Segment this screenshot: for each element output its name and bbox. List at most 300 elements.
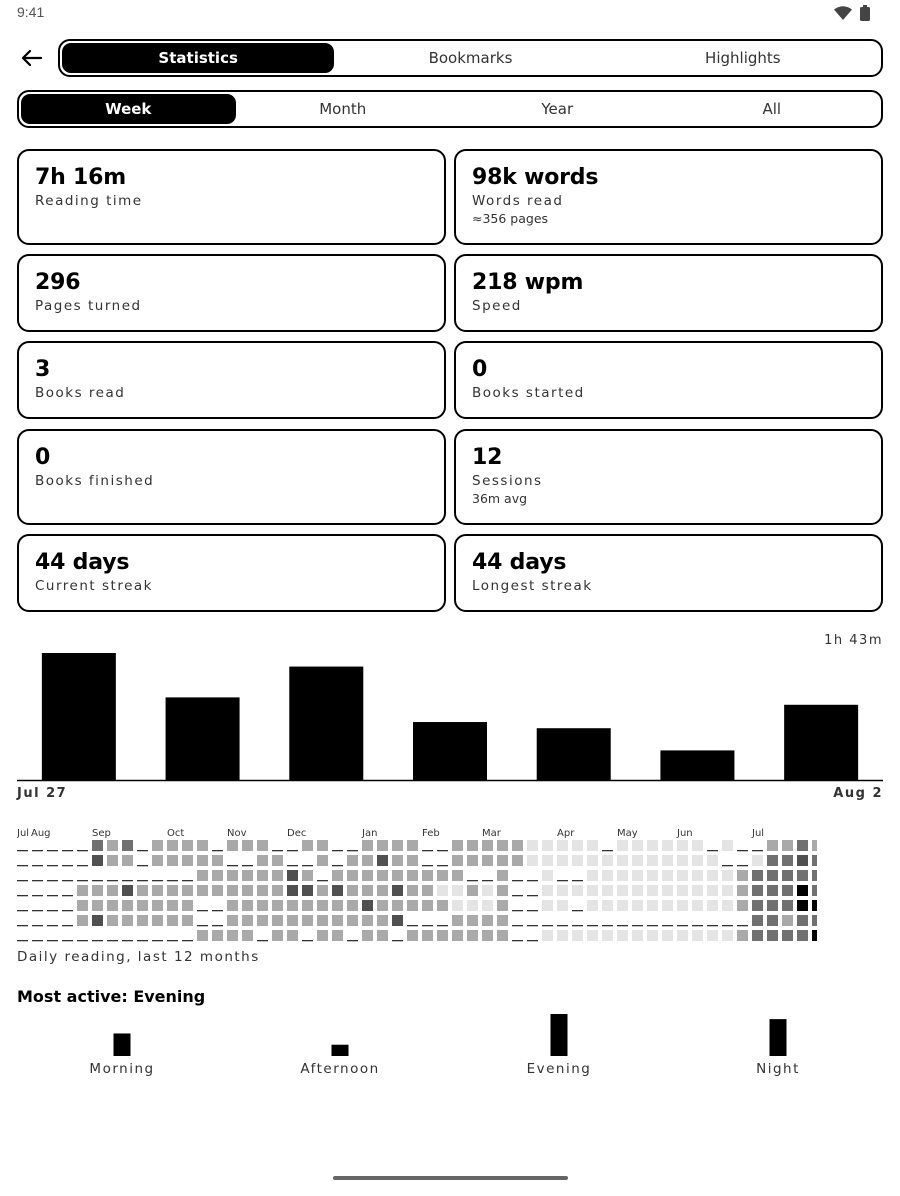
heatmap-empty-cell: [77, 940, 88, 941]
heatmap-cell: [167, 900, 178, 911]
heatmap-cell: [617, 840, 628, 851]
heatmap-empty-cell: [212, 910, 223, 911]
heatmap-empty-cell: [557, 925, 568, 926]
heatmap-empty-cell: [32, 865, 43, 866]
heatmap-cell: [167, 885, 178, 896]
heatmap-cell: [407, 930, 418, 941]
stat-sublabel: ≈356 pages: [472, 211, 549, 226]
heatmap-empty-cell: [302, 940, 313, 941]
tab-statistics[interactable]: Statistics: [62, 43, 334, 73]
heatmap-cell: [377, 840, 388, 851]
heatmap-cell: [782, 840, 793, 851]
battery-icon: [860, 5, 870, 21]
heatmap-cell: [692, 900, 703, 911]
heatmap-cell: [197, 885, 208, 896]
heatmap-cell: [377, 855, 388, 866]
heatmap-cell: [467, 930, 478, 941]
heatmap-cell: [287, 900, 298, 911]
heatmap-cell: [182, 915, 193, 926]
heatmap-cell: [677, 840, 688, 851]
heatmap-cell: [197, 930, 208, 941]
heatmap-empty-cell: [182, 940, 193, 941]
heatmap-cell: [797, 870, 808, 881]
stat-card-books-finished: [17, 429, 446, 525]
heatmap-cell: [797, 885, 808, 896]
chart-bar: [784, 705, 858, 780]
heatmap-cell: [182, 840, 193, 851]
stat-value: 44 days: [472, 550, 567, 575]
stat-label: Books finished: [35, 473, 155, 489]
stat-card-words-read: [454, 149, 883, 245]
heatmap-month-label: Dec: [287, 828, 307, 839]
heatmap-cell: [272, 900, 283, 911]
heatmap-cell: [677, 855, 688, 866]
heatmap-cell: [692, 840, 703, 851]
heatmap-cell: [572, 885, 583, 896]
heatmap-cell: [617, 870, 628, 881]
heatmap-cell: [812, 885, 817, 896]
heatmap-cell: [152, 840, 163, 851]
heatmap-cell: [77, 900, 88, 911]
heatmap-cell: [347, 915, 358, 926]
heatmap-cell: [587, 930, 598, 941]
period-month[interactable]: Month: [319, 100, 367, 118]
stat-card-current-streak: [17, 534, 446, 612]
heatmap-empty-cell: [602, 925, 613, 926]
heatmap-empty-cell: [422, 925, 433, 926]
heatmap-cell: [377, 870, 388, 881]
heatmap-cell: [617, 885, 628, 896]
heatmap-cell: [557, 930, 568, 941]
heatmap-empty-cell: [527, 910, 538, 911]
heatmap-cell: [767, 870, 778, 881]
heatmap-empty-cell: [422, 865, 433, 866]
heatmap-cell: [557, 885, 568, 896]
heatmap-cell: [647, 900, 658, 911]
chart-start-label: Jul 27: [17, 786, 68, 801]
heatmap-cell: [812, 900, 817, 911]
heatmap-cell: [647, 840, 658, 851]
heatmap-empty-cell: [722, 925, 733, 926]
heatmap-empty-cell: [332, 865, 343, 866]
heatmap-cell: [587, 855, 598, 866]
heatmap-cell: [722, 885, 733, 896]
heatmap-empty-cell: [617, 925, 628, 926]
heatmap-cell: [617, 855, 628, 866]
yearly-heatmap: [17, 826, 817, 946]
heatmap-cell: [542, 870, 553, 881]
heatmap-cell: [92, 885, 103, 896]
heatmap-cell: [767, 840, 778, 851]
heatmap-empty-cell: [512, 910, 523, 911]
heatmap-cell: [257, 915, 268, 926]
heatmap-cell: [512, 855, 523, 866]
heatmap-cell: [242, 870, 253, 881]
heatmap-cell: [272, 885, 283, 896]
heatmap-cell: [362, 930, 373, 941]
tab-bookmarks[interactable]: Bookmarks: [428, 49, 513, 67]
heatmap-cell: [722, 870, 733, 881]
heatmap-empty-cell: [17, 865, 28, 866]
heatmap-cell: [362, 915, 373, 926]
heatmap-caption: Daily reading, last 12 months: [17, 949, 260, 965]
heatmap-cell: [602, 900, 613, 911]
heatmap-cell: [242, 915, 253, 926]
heatmap-cell: [602, 930, 613, 941]
stat-label: Words read: [472, 193, 564, 209]
heatmap-cell: [167, 855, 178, 866]
heatmap-cell: [797, 930, 808, 941]
heatmap-empty-cell: [152, 940, 163, 941]
chart-end-label: Aug 2: [833, 786, 883, 801]
heatmap-empty-cell: [737, 850, 748, 851]
heatmap-cell: [122, 855, 133, 866]
heatmap-cell: [212, 930, 223, 941]
heatmap-cell: [377, 885, 388, 896]
heatmap-cell: [197, 870, 208, 881]
heatmap-cell: [542, 930, 553, 941]
stat-card-books-started: [454, 341, 883, 419]
heatmap-empty-cell: [737, 925, 748, 926]
heatmap-empty-cell: [692, 925, 703, 926]
heatmap-month-label: Nov: [227, 828, 247, 839]
heatmap-cell: [152, 885, 163, 896]
stat-value: 3: [35, 357, 51, 382]
heatmap-month-label: Jul: [17, 828, 30, 839]
heatmap-cell: [377, 930, 388, 941]
time-of-day-label: Night: [756, 1061, 800, 1077]
heatmap-cell: [482, 900, 493, 911]
heatmap-cell: [452, 915, 463, 926]
heatmap-empty-cell: [137, 865, 148, 866]
heatmap-cell: [167, 915, 178, 926]
heatmap-cell: [782, 900, 793, 911]
heatmap-cell: [347, 870, 358, 881]
heatmap-cell: [497, 915, 508, 926]
heatmap-empty-cell: [662, 925, 673, 926]
heatmap-empty-cell: [152, 880, 163, 881]
heatmap-cell: [422, 900, 433, 911]
heatmap-cell: [272, 915, 283, 926]
heatmap-empty-cell: [227, 865, 238, 866]
heatmap-cell: [332, 885, 343, 896]
heatmap-cell: [272, 870, 283, 881]
heatmap-cell: [317, 900, 328, 911]
heatmap-cell: [767, 930, 778, 941]
heatmap-empty-cell: [482, 880, 493, 881]
heatmap-cell: [362, 870, 373, 881]
heatmap-cell: [392, 885, 403, 896]
heatmap-cell: [632, 840, 643, 851]
heatmap-empty-cell: [527, 880, 538, 881]
status-time: 9:41: [17, 4, 45, 20]
chart-bar: [289, 667, 363, 780]
heatmap-empty-cell: [47, 910, 58, 911]
heatmap-empty-cell: [167, 940, 178, 941]
heatmap-cell: [347, 885, 358, 896]
heatmap-cell: [497, 885, 508, 896]
heatmap-cell: [107, 915, 118, 926]
heatmap-cell: [227, 900, 238, 911]
heatmap-empty-cell: [632, 925, 643, 926]
heatmap-cell: [242, 930, 253, 941]
heatmap-cell: [812, 855, 817, 866]
heatmap-cell: [587, 840, 598, 851]
heatmap-cell: [302, 840, 313, 851]
heatmap-empty-cell: [62, 865, 73, 866]
heatmap-empty-cell: [512, 925, 523, 926]
heatmap-cell: [662, 930, 673, 941]
heatmap-cell: [122, 900, 133, 911]
heatmap-cell: [437, 870, 448, 881]
heatmap-empty-cell: [17, 895, 28, 896]
heatmap-empty-cell: [107, 880, 118, 881]
heatmap-cell: [332, 900, 343, 911]
heatmap-month-label: Oct: [167, 828, 185, 839]
heatmap-cell: [302, 885, 313, 896]
heatmap-cell: [227, 930, 238, 941]
heatmap-cell: [152, 855, 163, 866]
heatmap-cell: [692, 885, 703, 896]
heatmap-cell: [182, 855, 193, 866]
heatmap-cell: [347, 855, 358, 866]
heatmap-cell: [617, 930, 628, 941]
chart-bar: [42, 653, 116, 780]
heatmap-cell: [317, 885, 328, 896]
heatmap-cell: [407, 900, 418, 911]
stat-value: 44 days: [35, 550, 130, 575]
period-year[interactable]: Year: [541, 100, 574, 118]
stat-label: Current streak: [35, 578, 153, 594]
heatmap-cell: [422, 885, 433, 896]
heatmap-empty-cell: [572, 910, 583, 911]
heatmap-cell: [572, 930, 583, 941]
heatmap-empty-cell: [62, 910, 73, 911]
tab-highlights[interactable]: Highlights: [705, 49, 781, 67]
heatmap-empty-cell: [257, 940, 268, 941]
heatmap-cell: [782, 915, 793, 926]
heatmap-cell: [752, 915, 763, 926]
heatmap-cell: [767, 915, 778, 926]
heatmap-cell: [527, 840, 538, 851]
heatmap-cell: [497, 840, 508, 851]
heatmap-cell: [257, 885, 268, 896]
heatmap-cell: [182, 885, 193, 896]
heatmap-cell: [362, 855, 373, 866]
heatmap-cell: [107, 855, 118, 866]
heatmap-cell: [482, 855, 493, 866]
heatmap-cell: [662, 900, 673, 911]
heatmap-cell: [227, 870, 238, 881]
heatmap-cell: [662, 885, 673, 896]
heatmap-cell: [812, 840, 817, 851]
heatmap-cell: [77, 915, 88, 926]
heatmap-empty-cell: [62, 880, 73, 881]
wifi-icon: [834, 6, 852, 20]
heatmap-empty-cell: [17, 910, 28, 911]
heatmap-cell: [242, 840, 253, 851]
heatmap-empty-cell: [47, 865, 58, 866]
heatmap-empty-cell: [32, 850, 43, 851]
chart-max-label: 1h 43m: [824, 633, 883, 648]
heatmap-cell: [782, 855, 793, 866]
heatmap-cell: [662, 855, 673, 866]
time-of-day-bar: [551, 1014, 568, 1056]
heatmap-cell: [692, 855, 703, 866]
stat-label: Longest streak: [472, 578, 593, 594]
heatmap-empty-cell: [347, 850, 358, 851]
heatmap-empty-cell: [527, 940, 538, 941]
heatmap-cell: [227, 840, 238, 851]
heatmap-cell: [137, 915, 148, 926]
heatmap-cell: [407, 855, 418, 866]
heatmap-cell: [242, 885, 253, 896]
heatmap-cell: [212, 870, 223, 881]
heatmap-cell: [512, 840, 523, 851]
heatmap-empty-cell: [62, 895, 73, 896]
heatmap-cell: [632, 855, 643, 866]
heatmap-empty-cell: [62, 925, 73, 926]
period-selector: [17, 90, 883, 128]
heatmap-cell: [437, 885, 448, 896]
heatmap-cell: [782, 885, 793, 896]
heatmap-empty-cell: [17, 880, 28, 881]
period-week[interactable]: Week: [21, 94, 236, 124]
heatmap-empty-cell: [92, 880, 103, 881]
heatmap-cell: [302, 900, 313, 911]
heatmap-cell: [287, 870, 298, 881]
stat-value: 218 wpm: [472, 270, 584, 295]
heatmap-cell: [722, 840, 733, 851]
heatmap-empty-cell: [512, 940, 523, 941]
stat-value: 0: [35, 445, 51, 470]
heatmap-cell: [497, 900, 508, 911]
heatmap-cell: [542, 840, 553, 851]
heatmap-cell: [452, 930, 463, 941]
heatmap-cell: [137, 900, 148, 911]
heatmap-cell: [497, 855, 508, 866]
heatmap-cell: [92, 915, 103, 926]
heatmap-cell: [707, 870, 718, 881]
heatmap-empty-cell: [62, 850, 73, 851]
heatmap-cell: [92, 855, 103, 866]
heatmap-empty-cell: [47, 850, 58, 851]
heatmap-empty-cell: [437, 925, 448, 926]
heatmap-month-label: Sep: [92, 828, 111, 839]
heatmap-empty-cell: [572, 925, 583, 926]
heatmap-cell: [542, 900, 553, 911]
heatmap-empty-cell: [512, 880, 523, 881]
heatmap-svg: [17, 826, 817, 946]
heatmap-cell: [122, 915, 133, 926]
heatmap-cell: [107, 885, 118, 896]
heatmap-empty-cell: [512, 895, 523, 896]
heatmap-cell: [317, 855, 328, 866]
heatmap-empty-cell: [287, 865, 298, 866]
heatmap-cell: [647, 930, 658, 941]
heatmap-month-label: Aug: [31, 828, 51, 839]
heatmap-empty-cell: [527, 895, 538, 896]
heatmap-cell: [377, 915, 388, 926]
heatmap-cell: [317, 930, 328, 941]
heatmap-empty-cell: [47, 925, 58, 926]
heatmap-month-label: Feb: [422, 828, 440, 839]
heatmap-empty-cell: [17, 850, 28, 851]
heatmap-empty-cell: [17, 940, 28, 941]
heatmap-month-label: Jan: [362, 828, 378, 839]
heatmap-empty-cell: [557, 880, 568, 881]
heatmap-cell: [392, 855, 403, 866]
heatmap-empty-cell: [302, 865, 313, 866]
heatmap-cell: [647, 885, 658, 896]
heatmap-empty-cell: [32, 880, 43, 881]
heatmap-cell: [302, 915, 313, 926]
heatmap-cell: [752, 930, 763, 941]
heatmap-empty-cell: [647, 925, 658, 926]
heatmap-empty-cell: [602, 850, 613, 851]
heatmap-cell: [467, 885, 478, 896]
back-button[interactable]: [18, 44, 46, 72]
heatmap-cell: [812, 930, 817, 941]
heatmap-cell: [332, 930, 343, 941]
heatmap-empty-cell: [77, 850, 88, 851]
heatmap-cell: [812, 915, 817, 926]
heatmap-empty-cell: [242, 865, 253, 866]
time-of-day-svg: [0, 1010, 900, 1080]
heatmap-cell: [527, 855, 538, 866]
most-active-title: Most active: Evening: [17, 987, 206, 1006]
heatmap-cell: [497, 930, 508, 941]
chart-bar: [537, 728, 611, 780]
heatmap-empty-cell: [122, 940, 133, 941]
heatmap-cell: [452, 885, 463, 896]
heatmap-cell: [647, 855, 658, 866]
heatmap-cell: [392, 915, 403, 926]
heatmap-empty-cell: [182, 880, 193, 881]
heatmap-empty-cell: [722, 865, 733, 866]
heatmap-cell: [797, 900, 808, 911]
chart-bar: [166, 697, 240, 780]
heatmap-empty-cell: [752, 850, 763, 851]
stat-label: Sessions: [472, 473, 543, 489]
heatmap-cell: [767, 885, 778, 896]
heatmap-cell: [392, 900, 403, 911]
heatmap-cell: [92, 840, 103, 851]
heatmap-cell: [767, 900, 778, 911]
heatmap-cell: [362, 840, 373, 851]
stat-sublabel: 36m avg: [472, 491, 528, 506]
arrow-left-icon: [22, 50, 42, 66]
home-indicator[interactable]: [333, 1176, 568, 1180]
heatmap-cell: [752, 900, 763, 911]
heatmap-empty-cell: [272, 850, 283, 851]
heatmap-empty-cell: [437, 865, 448, 866]
heatmap-cell: [647, 870, 658, 881]
heatmap-cell: [302, 870, 313, 881]
heatmap-cell: [467, 900, 478, 911]
heatmap-cell: [212, 885, 223, 896]
stat-card-sessions: [454, 429, 883, 525]
heatmap-cell: [572, 855, 583, 866]
heatmap-empty-cell: [212, 850, 223, 851]
heatmap-cell: [542, 885, 553, 896]
heatmap-empty-cell: [137, 880, 148, 881]
stat-value: 12: [472, 445, 503, 470]
heatmap-empty-cell: [62, 940, 73, 941]
period-all[interactable]: All: [762, 100, 782, 118]
heatmap-cell: [632, 930, 643, 941]
heatmap-cell: [707, 930, 718, 941]
